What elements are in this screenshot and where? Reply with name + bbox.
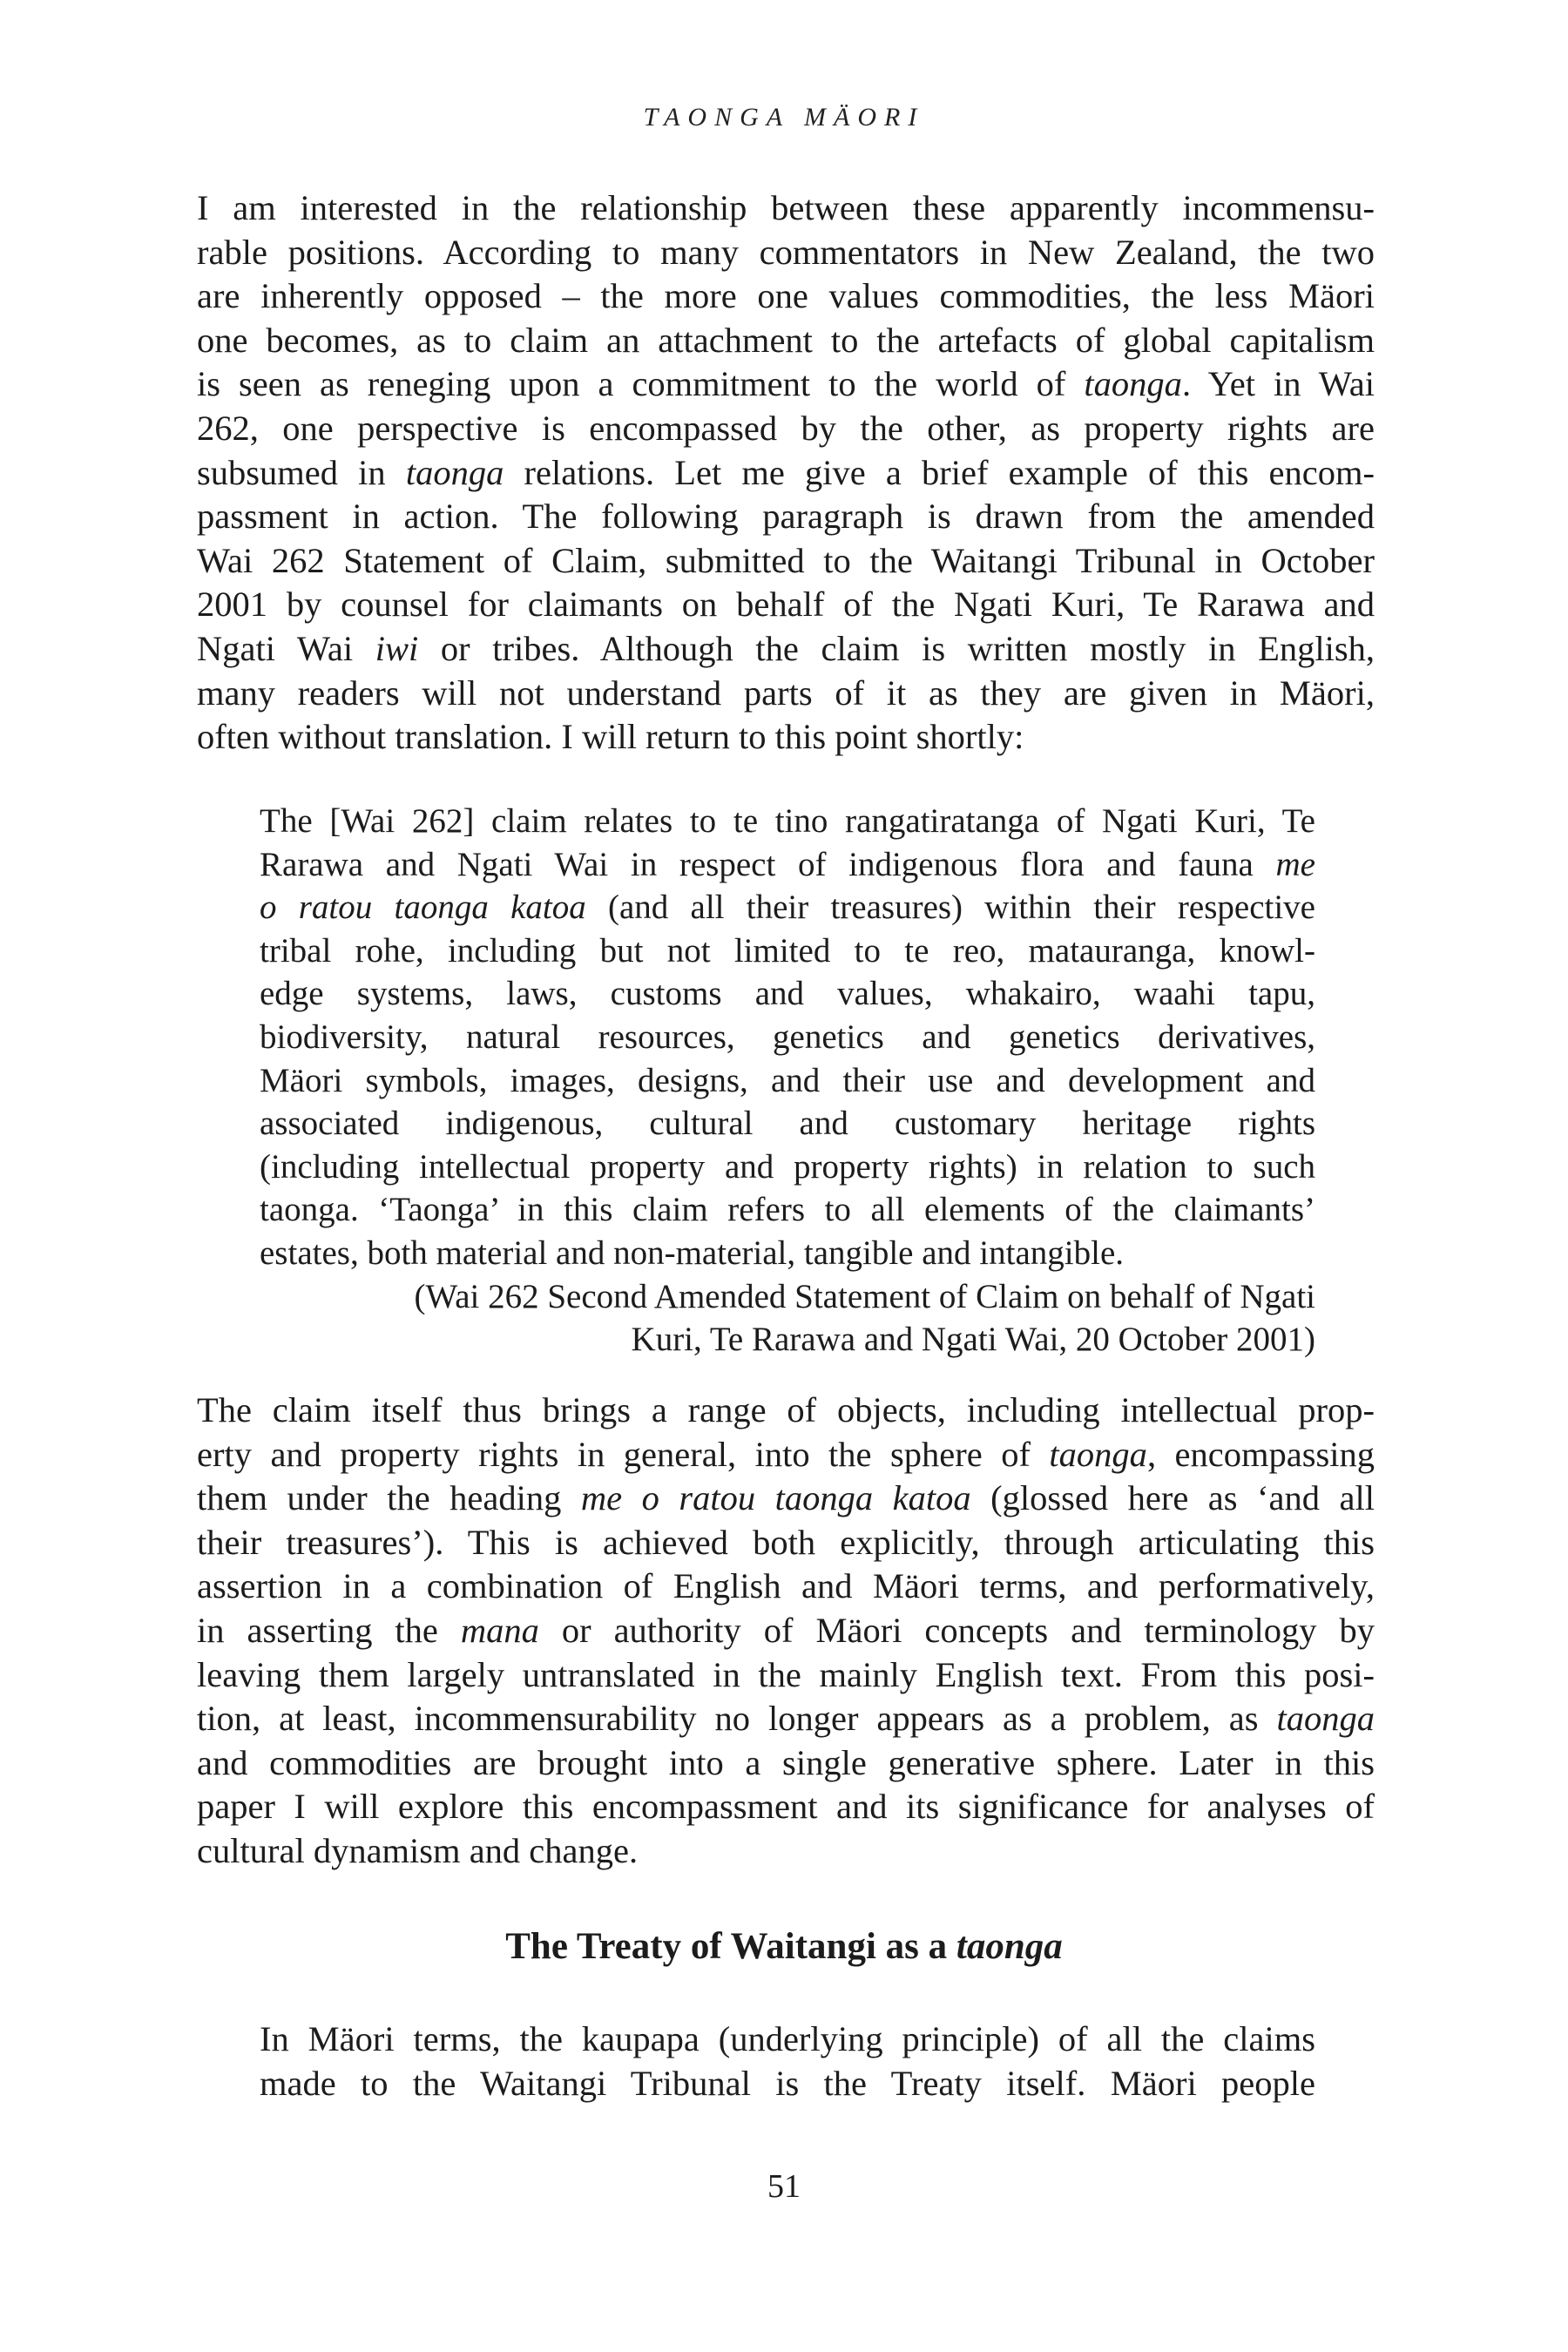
- quote-source: Kuri, Te Rarawa and Ngati Wai, 20 October 2001): [631, 1321, 1315, 1359]
- block-quote: [260, 800, 1315, 1362]
- text-line: made to the Waitangi Tribunal is the Treaty itself. Mäori people: [260, 2063, 1315, 2103]
- italic-term: me o ratou taonga katoa: [580, 1478, 971, 1518]
- section-heading: The Treaty of Waitangi as a taonga: [505, 1926, 1063, 1967]
- italic-term: taonga: [1276, 1699, 1375, 1739]
- text-line: is seen as reneging upon a commitment to the world of taonga. Yet in Wai: [197, 364, 1375, 404]
- text-line: tion, at least, incommensurability no longer appears as a problem, as taonga: [197, 1699, 1375, 1739]
- quote-line: associated indigenous, cultural and customary heritage rights: [260, 1105, 1315, 1143]
- quote-line: The [Wai 262] claim relates to te tino rangatiratanga of Ngati Kuri, Te: [260, 802, 1315, 840]
- italic-term: o ratou taonga katoa: [260, 889, 586, 927]
- quote-line: edge systems, laws, customs and values, whakairo, waahi tapu,: [260, 975, 1315, 1013]
- text-line: erty and property rights in general, into the sphere of taonga, encompassing: [197, 1434, 1375, 1474]
- quote-line: Mäori symbols, images, designs, and their use and development and: [260, 1061, 1315, 1099]
- text-line: rable positions. According to many commentators in New Zealand, the two: [197, 232, 1375, 272]
- text-line: 262, one perspective is encompassed by the other, as property rights are: [197, 408, 1375, 448]
- italic-term: taonga: [1084, 364, 1182, 404]
- text-line: In Mäori terms, the kaupapa (underlying principle) of all the claims: [260, 2019, 1315, 2058]
- quote-line: tribal rohe, including but not limited to te reo, matauranga, knowl-: [260, 931, 1315, 970]
- text-line: leaving them largely untranslated in the mainly English text. From this posi-: [197, 1654, 1375, 1694]
- text-line: The claim itself thus brings a range of objects, including intellectual prop-: [197, 1390, 1375, 1429]
- quote-line: Rarawa and Ngati Wai in respect of indigenous flora and fauna me: [260, 845, 1315, 883]
- text-line: I am interested in the relationship between these apparently incommensu-: [197, 188, 1375, 227]
- text-line: assertion in a combination of English and Mäori terms, and performatively,: [197, 1566, 1375, 1606]
- italic-term: taonga: [956, 1926, 1063, 1967]
- body-paragraph-3: [260, 2017, 1315, 2105]
- text-line: their treasures’). This is achieved both explicitly, through articulating this: [197, 1522, 1375, 1562]
- text-line: and commodities are brought into a single generative sphere. Later in this: [197, 1742, 1375, 1782]
- italic-term: iwi: [375, 628, 419, 668]
- page-number: 51: [767, 2168, 801, 2205]
- text-line: cultural dynamism and change.: [197, 1830, 639, 1870]
- running-head: TAONGA MÄORI: [643, 103, 925, 132]
- quote-line: (including intellectual property and property rights) in relation to such: [260, 1147, 1315, 1186]
- quote-line: taonga. ‘Taonga’ in this claim refers to all elements of the claimants’: [260, 1191, 1315, 1229]
- text-line: many readers will not understand parts of it as they are given in Mäori,: [197, 672, 1375, 713]
- italic-term: taonga: [1049, 1434, 1147, 1474]
- text-line: them under the heading me o ratou taonga katoa (glossed here as ‘and all: [197, 1478, 1375, 1518]
- body-paragraph-1: [197, 186, 1375, 760]
- text-line: subsumed in taonga relations. Let me give a brief example of this encom-: [197, 452, 1375, 492]
- text-line: passment in action. The following paragraph is drawn from the amended: [197, 497, 1375, 537]
- text-line: Wai 262 Statement of Claim, submitted to the Waitangi Tribunal in October: [197, 540, 1375, 580]
- text-line: 2001 by counsel for claimants on behalf of the Ngati Kuri, Te Rarawa and: [197, 585, 1375, 625]
- text-line: in asserting the mana or authority of Mäori concepts and terminology by: [197, 1610, 1375, 1650]
- quote-line: estates, both material and non-material, tangible and intangible.: [260, 1233, 1125, 1272]
- text-line: paper I will explore this encompassment and its significance for analyses of: [197, 1787, 1375, 1827]
- body-paragraph-2: [197, 1389, 1375, 1874]
- italic-term: taonga: [405, 452, 504, 492]
- text-line: one becomes, as to claim an attachment to the artefacts of global capitalism: [197, 320, 1375, 360]
- quote-line: biodiversity, natural resources, genetics and genetics derivatives,: [260, 1017, 1315, 1056]
- text-line: are inherently opposed – the more one values commodities, the less Mäori: [197, 276, 1375, 316]
- italic-term: mana: [460, 1610, 539, 1650]
- quote-source: (Wai 262 Second Amended Statement of Claim on behalf of Ngati: [414, 1277, 1315, 1315]
- italic-term: me: [1275, 845, 1315, 883]
- text-line: Ngati Wai iwi or tribes. Although the claim is written mostly in English,: [197, 628, 1375, 668]
- quote-line: o ratou taonga katoa (and all their treasures) within their respective: [260, 889, 1315, 927]
- text-line: often without translation. I will return to this point shortly:: [197, 717, 1024, 757]
